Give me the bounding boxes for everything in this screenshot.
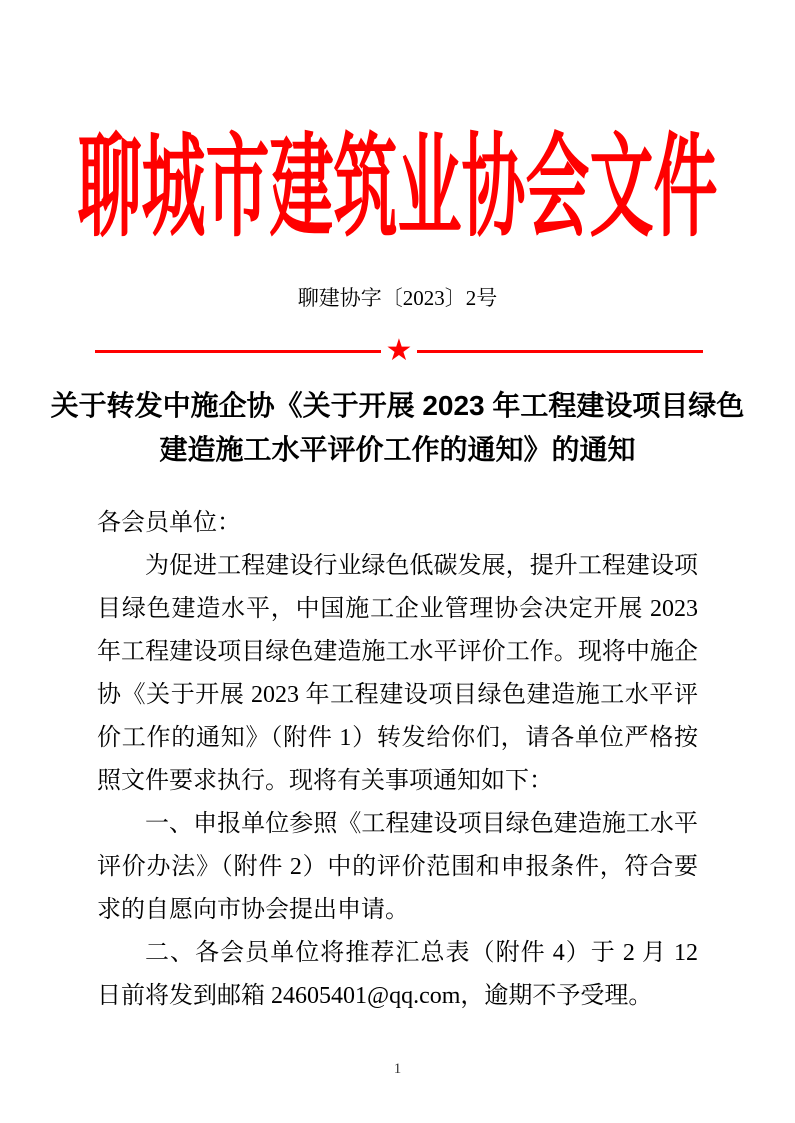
star-icon: ★ [385,334,413,367]
body-paragraph: 为促进工程建设行业绿色低碳发展，提升工程建设项目绿色建造水平，中国施工企业管理协会决定开展 2023 年工程建设项目绿色建造施工水平评价工作。现将中施企协《关于开展 2023 年工程建设项目绿色建造施工水平评价工作的通知》（附件 1）转发给你们，请各单位严格按照文件要求执行。现将有关事项通知如下： [97,553,698,794]
body-paragraph: 二、各会员单位将推荐汇总表（附件 4）于 2 月 12 日前将发到邮箱 24605401@qq.com，逾期不予受理。 [97,940,698,1009]
red-divider [95,336,703,366]
doc-number: 聊建协字〔2023〕2号 [297,286,498,310]
document-title-line1: 关于转发中施企协《关于开展 2023 年工程建设项目绿色 [50,390,745,421]
divider-line-right [417,350,703,353]
salutation: 各会员单位： [97,510,241,536]
body-paragraph: 一、申报单位参照《工程建设项目绿色建造施工水平评价办法》（附件 2）中的评价范围和申报条件，符合要求的自愿向市协会提出申请。 [97,811,698,923]
masthead [0,108,795,248]
document-body [97,502,698,1018]
document-title-line2: 建造施工水平评价工作的通知》的通知 [159,434,636,465]
page-number: 1 [393,1061,402,1077]
masthead-title: 聊城市建筑业协会文件 [77,125,718,250]
divider-line-left [95,350,381,353]
document-title [0,384,795,472]
